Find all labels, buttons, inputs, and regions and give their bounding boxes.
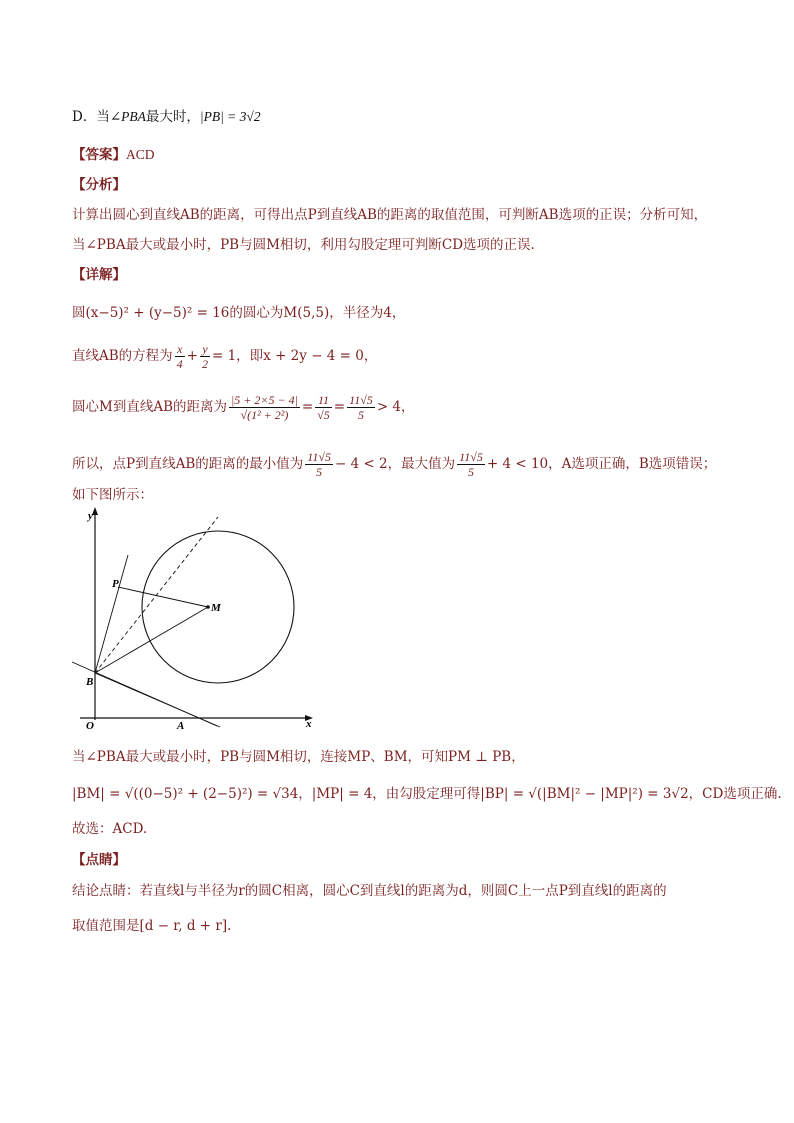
equals-sign: = (333, 399, 346, 415)
detail-line-6: 当∠PBA最大或最小时，PB与圆M相切，连接MP、BM，可知PM ⊥ PB， (72, 749, 525, 765)
label-m: M (211, 602, 221, 614)
option-d-middle: 最大时， (145, 109, 200, 125)
fraction-denominator: 2 (201, 357, 208, 371)
label-o: O (86, 720, 94, 732)
fraction-11root5-over-5 (347, 393, 375, 422)
detail-line-8: 故选：ACD. (72, 821, 148, 837)
fraction-numerator: 11√5 (459, 450, 483, 464)
fraction-11-over-root5 (315, 393, 332, 422)
segment-pm (118, 587, 208, 607)
analysis-tag-row (72, 176, 126, 194)
label-x: x (306, 718, 312, 730)
detail-line-1: 圆(x−5)² + (y−5)² = 16的圆心为M(5,5)，半径为4， (72, 305, 406, 321)
fraction-numerator: y (200, 342, 210, 357)
comment-tag-row (72, 851, 126, 869)
plus-sign: + (186, 348, 198, 364)
fraction-denominator: √(1² + 2²) (240, 408, 289, 422)
fraction-denominator: 5 (316, 465, 323, 479)
label-b: B (86, 676, 94, 688)
fraction-denominator: √5 (317, 408, 330, 422)
max-value-fraction (457, 450, 485, 479)
tangent-line-upper (95, 555, 128, 673)
option-d-formula: |PB| = 3√2 (199, 109, 261, 124)
line-bm-dashed (95, 517, 218, 673)
y-axis-arrow (92, 507, 98, 515)
distance-fraction (229, 393, 300, 422)
detail-line-2 (72, 342, 377, 371)
option-d-angle: ∠PBA (109, 109, 146, 124)
detail-line-4 (72, 450, 716, 479)
option-d (72, 108, 261, 126)
detail-line-4-text-c: + 4 < 10，A选项正确，B选项错误； (486, 456, 717, 472)
comment-tag: 【点睛】 (72, 852, 126, 868)
fraction-denominator: 5 (468, 465, 474, 479)
fraction-numerator: |5 + 2×5 − 4| (231, 393, 298, 407)
detail-line-3-text-a: 圆心M到直线AB的距离为 (72, 399, 227, 415)
detail-line-4-text-b: − 4 < 2，最大值为 (334, 456, 456, 472)
detail-line-5: 如下图所示： (72, 487, 153, 503)
fraction-numerator: 11 (315, 393, 332, 408)
detail-line-3-text-b: > 4， (376, 399, 415, 415)
fraction-denominator: 5 (357, 408, 364, 422)
answer-tag: 【答案】 (72, 147, 126, 163)
segment-bm (95, 607, 208, 673)
fraction-numerator: x (175, 342, 185, 357)
answer-row (72, 146, 155, 164)
comment-line-2: 取值范围是[d − r, d + r]. (72, 918, 232, 934)
detail-line-7: |BM| = √((0−5)² + (2−5)²) = √34，|MP| = 4，由勾股定理可得|BP| = √(|BM|² − |MP|²) = 3√2，CD选项正确. (72, 786, 782, 802)
answer-value: ACD (126, 147, 155, 162)
comment-line-1: 结论点睛：若直线l与半径为r的圆C相离，圆心C到直线l的距离为d，则圆C上一点P到直线l的距离的 (72, 883, 667, 899)
analysis-line-1: 计算出圆心到直线AB的距离，可得出点P到直线AB的距离的取值范围，可判断AB选项的正误；分析可知， (72, 207, 708, 223)
detail-line-4-text-a: 所以，点P到直线AB的距离的最小值为 (72, 456, 304, 472)
detail-tag-row (72, 266, 126, 284)
analysis-line-2: 当∠PBA最大或最小时，PB与圆M相切，利用勾股定理可判断CD选项的正误. (72, 237, 535, 253)
fraction-x-over-4 (175, 342, 185, 371)
fraction-denominator: 4 (176, 357, 183, 371)
fraction-y-over-2 (200, 342, 210, 371)
detail-line-2-text-b: = 1，即x + 2y − 4 = 0， (211, 348, 378, 364)
label-p: P (112, 578, 119, 590)
analysis-tag: 【分析】 (72, 177, 126, 193)
label-a: A (177, 720, 185, 732)
geometry-figure (70, 505, 320, 735)
fraction-numerator: 11√5 (307, 450, 331, 464)
detail-line-2-text-a: 直线AB的方程为 (72, 348, 173, 364)
detail-line-3 (72, 393, 415, 422)
detail-tag: 【详解】 (72, 267, 126, 283)
label-y: y (88, 510, 93, 522)
fraction-numerator: 11√5 (349, 393, 373, 407)
min-value-fraction (305, 450, 333, 479)
point-m (206, 605, 210, 609)
option-d-prefix: D．当 (72, 109, 110, 125)
equals-sign: = (301, 399, 314, 415)
